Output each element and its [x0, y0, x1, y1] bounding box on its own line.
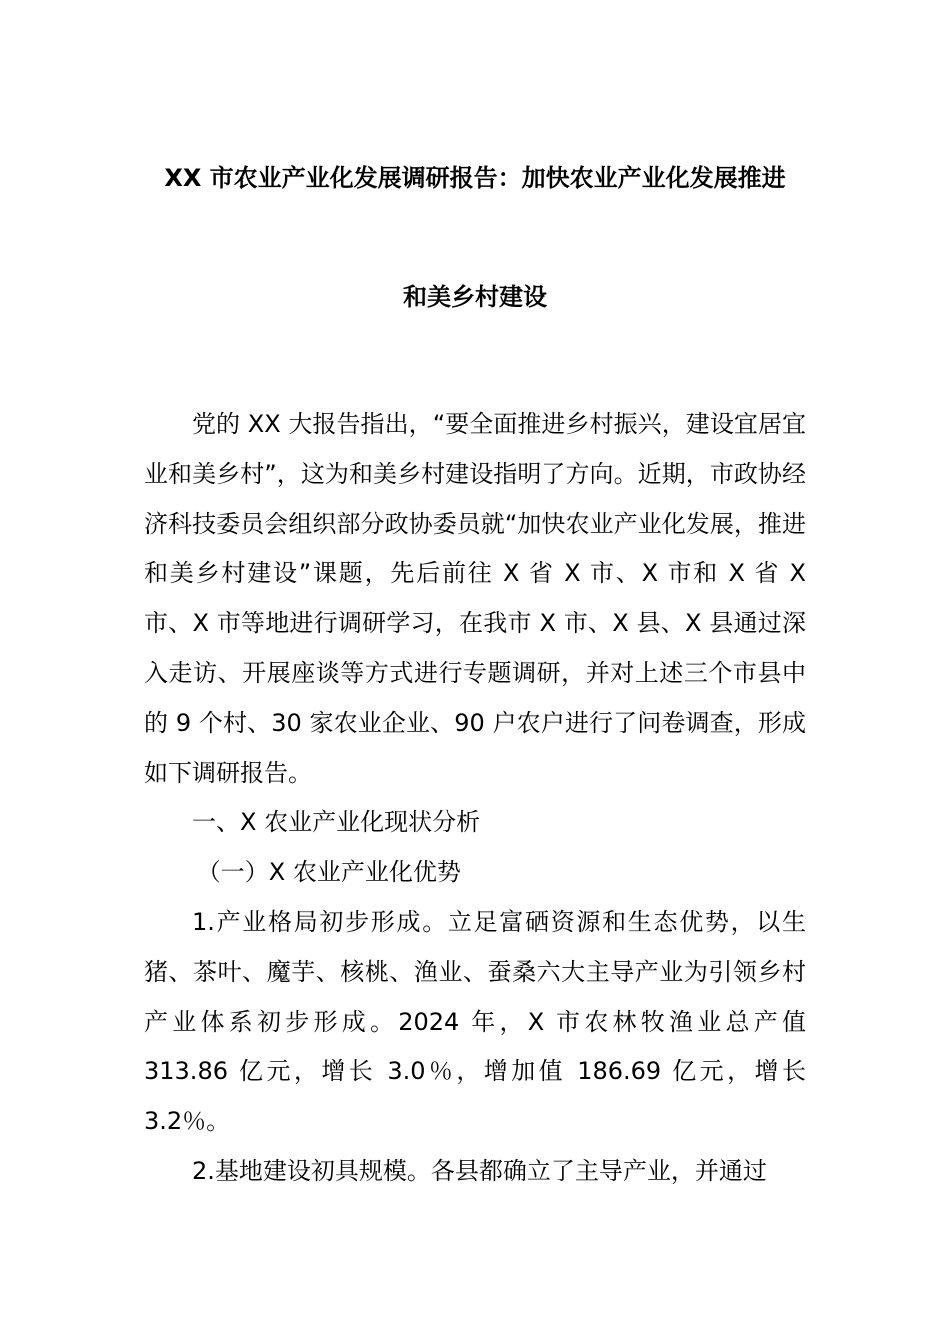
body-paragraph-2: 2.基地建设初具规模。各县都确立了主导产业，并通过	[192, 1156, 767, 1185]
document-body	[144, 400, 806, 1197]
document-title-line-2: 和美乡村建设	[403, 283, 547, 311]
document-title-line-1: XX 市农业产业化发展调研报告：加快农业产业化发展推进	[164, 164, 786, 192]
body-paragraph-1: 1.产业格局初步形成。立足富硒资源和生态优势，以生猪、茶叶、魔芋、核桃、渔业、蚕桑六大主导产业为引领乡村产业体系初步形成。2024 年，X 市农林牧渔业总产值 313.86 亿元，增长 3.0％，增加值 186.69 亿元，增长 3.2％。	[144, 907, 806, 1136]
intro-paragraph: 党的 XX 大报告指出，“要全面推进乡村振兴，建设宜居宜业和美乡村”，这为和美乡村建设指明了方向。近期，市政协经济科技委员会组织部分政协委员就“加快农业产业化发展，推进和美乡村建设”课题，先后前往 X 省 X 市、X 市和 X 省 X 市、X 市等地进行调研学习，在我市 X 市、X 县、X 县通过深入走访、开展座谈等方式进行专题调研，并对上述三个市县中的 9 个村、30 家农业企业、90 户农户进行了问卷调查，形成如下调研报告。	[144, 410, 806, 787]
section-heading: 一、X 农业产业化现状分析	[192, 808, 481, 837]
subsection-heading: （一）X 农业产业化优势	[196, 858, 461, 887]
